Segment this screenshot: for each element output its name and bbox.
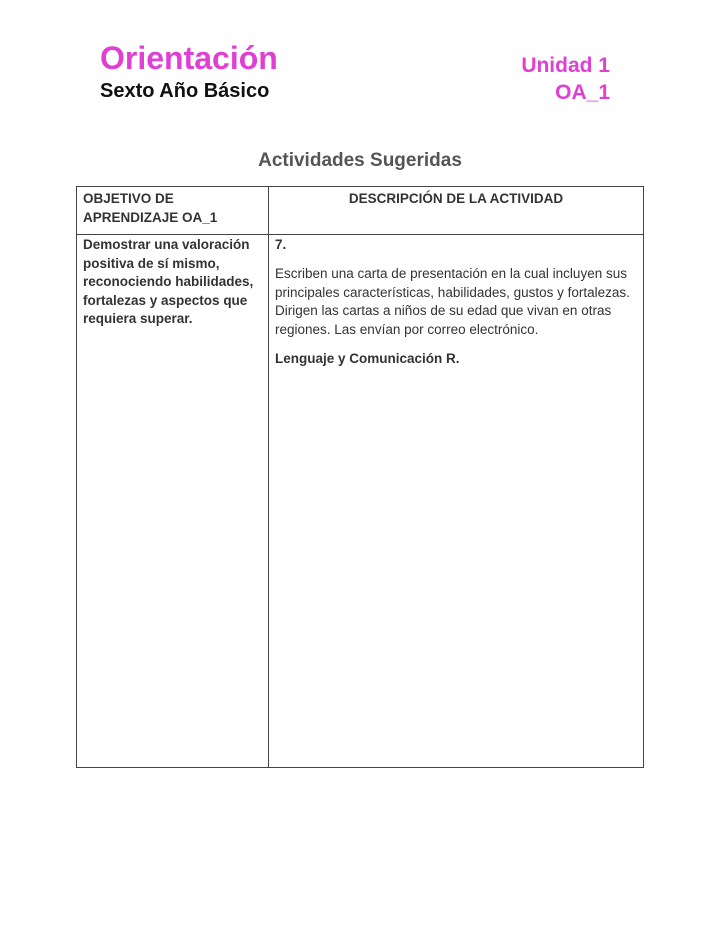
document-subtitle: Sexto Año Básico <box>100 80 270 102</box>
activity-text: Escriben una carta de presentación en la cual incluyen sus principales características, habilidades, gustos y fortalezas. Dirigen las cartas a niños de su edad que vivan en otras regiones. Las envían por correo electrónico. <box>275 265 630 338</box>
document-title: Orientación <box>100 40 278 76</box>
objective-cell: Demostrar una valoración positiva de sí mismo, reconociendo habilidades, fortalezas y aspectos que requiera superar. <box>77 235 269 768</box>
activity-subject: Lenguaje y Comunicación R. <box>275 350 460 366</box>
activities-table <box>76 186 644 768</box>
column-header-objective: OBJETIVO DE APRENDIZAJE OA_1 <box>77 187 269 235</box>
table-header-row <box>77 187 644 235</box>
table-row <box>77 235 644 768</box>
description-cell <box>269 235 644 768</box>
activity-number: 7. <box>275 237 287 252</box>
column-header-description: DESCRIPCIÓN DE LA ACTIVIDAD <box>269 187 644 235</box>
section-title: Actividades Sugeridas <box>258 150 462 171</box>
oa-label: OA_1 <box>555 81 610 104</box>
unit-label: Unidad 1 <box>521 54 610 77</box>
